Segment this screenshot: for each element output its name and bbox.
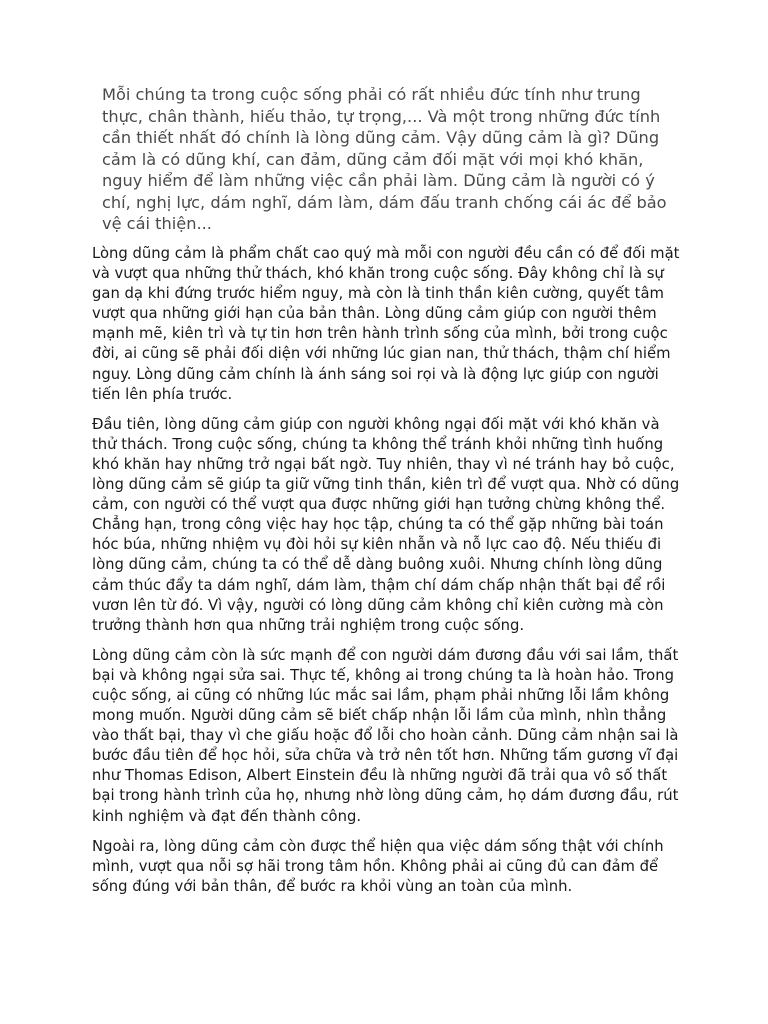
essay-body <box>92 244 684 907</box>
body-paragraph-4: Ngoài ra, lòng dũng cảm còn được thể hiện qua việc dám sống thật với chính mình, vượt qua nỗi sợ hãi trong tâm hồn. Không phải ai cũng đủ can đảm để sống đúng với bản thân, để bước ra khỏi vùng an toàn của mình. <box>92 837 664 895</box>
body-paragraph-3: Lòng dũng cảm còn là sức mạnh để con người dám đương đầu với sai lầm, thất bại và không ngại sửa sai. Thực tế, không ai trong chúng ta là hoàn hảo. Trong cuộc sống, ai cũng có những lúc mắc sai lầm, phạm phải những lỗi lầm không mong muốn. Người dũng cảm sẽ biết chấp nhận lỗi lầm của mình, nhìn thẳng vào thất bại, thay vì che giấu hoặc đổ lỗi cho hoàn cảnh. Dũng cảm nhận sai là bước đầu tiên để học hỏi, sửa chữa và trở nên tốt hơn. Những tấm gương vĩ đại như Thomas Edison, Albert Einstein đều là những người đã trải qua vô số thất bại trong hành trình của họ, nhưng nhờ lòng dũng cảm, họ dám đương đầu, rút kinh nghiệm và đạt đến thành công. <box>92 646 679 825</box>
body-paragraph-2: Đầu tiên, lòng dũng cảm giúp con người không ngại đối mặt với khó khăn và thử thách. Trong cuộc sống, chúng ta không thể tránh khỏi những tình huống khó khăn hay những trở ngại bất ngờ. Tuy nhiên, thay vì né tránh hay bỏ cuộc, lòng dũng cảm sẽ giúp ta giữ vững tinh thần, kiên trì để vượt qua. Nhờ có dũng cảm, con người có thể vượt qua được những giới hạn tưởng chừng không thể. Chẳng hạn, trong công việc hay học tập, chúng ta có thể gặp những bài toán hóc búa, những nhiệm vụ đòi hỏi sự kiên nhẫn và nỗ lực cao độ. Nếu thiếu đi lòng dũng cảm, chúng ta có thể dễ dàng buông xuôi. Nhưng chính lòng dũng cảm thúc đẩy ta dám nghĩ, dám làm, thậm chí dám chấp nhận thất bại để rồi vươn lên từ đó. Vì vậy, người có lòng dũng cảm không chỉ kiên cường mà còn trưởng thành hơn qua những trải nghiệm trong cuộc sống. <box>92 415 680 634</box>
body-paragraph-1: Lòng dũng cảm là phẩm chất cao quý mà mỗi con người đều cần có để đối mặt và vượt qua những thử thách, khó khăn trong cuộc sống. Đây không chỉ là sự gan dạ khi đứng trước hiểm nguy, mà còn là tinh thần kiên cường, quyết tâm vượt qua những giới hạn của bản thân. Lòng dũng cảm giúp con người thêm mạnh mẽ, kiên trì và tự tin hơn trên hành trình sống của mình, bởi trong cuộc đời, ai cũng sẽ phải đối diện với những lúc gian nan, thử thách, thậm chí hiểm nguy. Lòng dũng cảm chính là ánh sáng soi rọi và là động lực giúp con người tiến lên phía trước. <box>92 245 680 403</box>
intro-paragraph: Mỗi chúng ta trong cuộc sống phải có rất nhiều đức tính như trung thực, chân thành, hiếu thảo, tự trọng,... Và một trong những đức tính cần thiết nhất đó chính là lòng dũng cảm. Vậy dũng cảm là gì? Dũng cảm là có dũng khí, can đảm, dũng cảm đối mặt với mọi khó khăn, nguy hiểm để làm những việc cần phải làm. Dũng cảm là người có ý chí, nghị lực, dám nghĩ, dám làm, dám đấu tranh chống cái ác để bảo vệ cái thiện... <box>102 85 667 233</box>
